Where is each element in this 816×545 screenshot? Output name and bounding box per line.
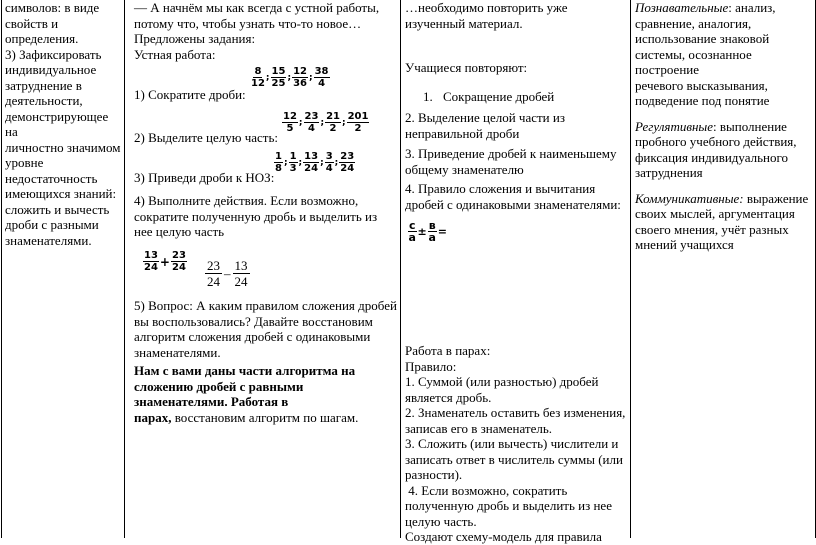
task5-line: 5) Вопрос: А каким правилом сложения дробей <box>134 298 397 313</box>
fraction: $\frac{21}{2}$ <box>326 111 340 134</box>
instruction-line: Нам с вами даны части алгоритма на <box>134 363 356 378</box>
cognitive-line: Познавательные: анализ, <box>635 0 776 15</box>
task4-expression: $\frac{13}{24}$ + $\frac{23}{24}$ <box>144 250 186 273</box>
cognitive-line: речевого высказывания, <box>635 77 768 93</box>
instruction-line: парах, восстановим алгоритм по шагам. <box>134 409 359 425</box>
item3-block <box>405 146 629 177</box>
fraction: $\frac{15}{25}$ <box>271 66 286 89</box>
communicative-line: своего мнения, учёт разных <box>635 221 789 237</box>
task1-label: 1) Сократите дроби: <box>134 87 246 102</box>
regulatory-line: затруднения <box>635 165 703 180</box>
goals-line: недостаточность <box>5 170 98 186</box>
top-line: …необходимо повторить уже <box>405 0 568 15</box>
item1-number: 1. <box>423 89 433 104</box>
pairs-line: полученную дробь и выделить из нее <box>405 498 612 513</box>
goals-line: свойств и <box>5 15 59 31</box>
fraction: $\frac{23}{4}$ <box>304 111 319 134</box>
intro-line: Предложены задания: <box>134 31 256 46</box>
fraction: $\frac{13}{24}$ <box>304 151 319 174</box>
top-block <box>405 0 629 31</box>
fraction: $\frac{12}{5}$ <box>283 111 297 134</box>
fraction: $\frac{8}{12}$ <box>251 66 265 89</box>
goals-line: личностно значимом <box>5 139 121 155</box>
task3-label: 3) Приведи дроби к НОЗ: <box>134 170 275 185</box>
pairs-line: Правило: <box>405 358 457 374</box>
fraction: $\frac{23}{24}$ <box>207 258 220 289</box>
spacer <box>635 109 815 119</box>
task2-fractions: $\frac{12}{5}$ ; $\frac{23}{4}$ ; $\frac{21}{2}$ ; $\frac{201}{2}$ <box>283 111 369 134</box>
column-divider-1 <box>124 0 125 538</box>
pairs-line: Работа в парах: <box>405 343 491 358</box>
regulatory-line: фиксация индивидуального <box>635 149 789 165</box>
item1-text: Сокращение дробей <box>443 89 555 104</box>
fraction: $\frac{13}{24}$ <box>234 258 248 289</box>
task3-fractions: $\frac{1}{8}$ ; $\frac{1}{3}$ ; $\frac{13}{24}$ ; $\frac{3}{4}$ ; $\frac{23}{24}$ <box>275 151 355 174</box>
uud-cell <box>635 0 815 253</box>
task4-line: сократите полученную дробь и выделить из <box>134 208 378 224</box>
fraction: $\frac{23}{24}$ <box>340 151 355 174</box>
communicative-line: мнений учащихся <box>635 237 734 252</box>
top-line: изученный материал. <box>405 15 523 31</box>
task4-line: 4) Выполните действия. Если возможно, <box>134 193 359 208</box>
pair-instruction-block <box>134 363 398 425</box>
intro-block <box>134 0 398 62</box>
pairs-line: записав его в знаменатель. <box>405 420 553 436</box>
cognitive-line: использование знаковой <box>635 31 770 46</box>
goals-line: уровне <box>5 155 44 170</box>
regulatory-label: Регулятивные <box>635 118 713 134</box>
regulatory-line: пробного учебного действия, <box>635 134 797 149</box>
column-divider-3 <box>630 0 631 538</box>
repeat-label: Учащиеся повторяют: <box>405 60 528 75</box>
task2-label: 2) Выделите целую часть: <box>134 130 278 145</box>
cognitive-line: системы, осознанное построение <box>635 46 752 77</box>
pairs-line: 4. Если возможно, сократить <box>405 482 568 498</box>
pairs-line: является дробь. <box>405 389 492 405</box>
pairs-line: 3. Сложить (или вычесть) числители и <box>405 436 619 451</box>
communicative-line: своих мыслей, аргументация <box>635 206 795 221</box>
goals-line: символов: в виде <box>5 0 100 15</box>
fraction: $\frac{1}{3}$ <box>289 151 297 174</box>
pairs-line: 1. Суммой (или разностью) дробей <box>405 374 599 389</box>
fraction: $\frac{13}{24}$ <box>144 250 158 273</box>
pairs-line: целую часть. <box>405 513 477 529</box>
pairs-line: разности). <box>405 467 463 482</box>
pairs-line: записать ответ в числитель суммы (или <box>405 451 623 467</box>
fraction: $\frac{12}{36}$ <box>293 66 307 89</box>
task4-line: нее целую часть <box>134 224 225 239</box>
goals-line: демонстрирующее на <box>5 108 109 139</box>
instruction-line: знаменателями. Работая в <box>134 394 289 409</box>
item4-line: дробей с одинаковыми знаменателями: <box>405 196 621 212</box>
task5-block <box>134 298 398 360</box>
task5-line: вы воспользовались? Давайте восстановим <box>134 313 373 329</box>
regulatory-line: Регулятивные: выполнение <box>635 118 787 134</box>
formula: $\frac{c}{a}$ ± $\frac{в}{a}$ = <box>408 219 447 244</box>
fraction: $\frac{3}{4}$ <box>325 151 333 174</box>
task5-line: алгоритм сложения дробей с одинаковыми <box>134 329 371 344</box>
cognitive-line: сравнение, аналогия, <box>635 15 752 31</box>
fraction: $\frac{c}{a}$ <box>408 219 416 244</box>
fraction: $\frac{38}{4}$ <box>314 66 329 89</box>
column-divider-2 <box>400 0 401 538</box>
fraction: $\frac{201}{2}$ <box>347 111 369 134</box>
communicative-line: Коммуникативные: выражение <box>635 190 809 206</box>
pairs-line: Создают схему-модель для правила <box>405 529 602 544</box>
goals-line: знаменателями. <box>5 232 92 248</box>
goals-line: дроби с разными <box>5 217 99 232</box>
fraction: $\frac{в}{a}$ <box>428 219 436 244</box>
spacer <box>635 181 815 191</box>
goals-line: сложить и вычесть <box>5 201 110 217</box>
communicative-label: Коммуникативные: <box>635 190 744 206</box>
intro-line: — А начнём мы как всегда с устной работы, <box>134 0 380 15</box>
fraction: $\frac{23}{24}$ <box>171 250 186 273</box>
item2-block <box>405 110 629 141</box>
goals-line: индивидуальное <box>5 62 97 77</box>
goals-cell <box>5 0 123 248</box>
goals-line: деятельности, <box>5 93 83 108</box>
fraction: $\frac{1}{8}$ <box>275 151 282 174</box>
item3-line: 3. Приведение дробей к наименьшему <box>405 146 617 161</box>
item2-line: 2. Выделение целой части из <box>405 110 565 125</box>
item3-line: общему знаменателю <box>405 161 524 177</box>
goals-line: 3) Зафиксировать <box>5 46 102 62</box>
item2-line: неправильной дроби <box>405 125 520 141</box>
instruction-line: сложению дробей с равными <box>134 378 304 394</box>
item4-line: 4. Правило сложения и вычитания <box>405 181 596 196</box>
goals-line: затруднение в <box>5 77 82 93</box>
pairs-block <box>405 343 629 545</box>
item4-block <box>405 181 629 212</box>
intro-line: Устная работа: <box>134 46 216 62</box>
pairs-line: 2. Знаменатель оставить без изменения, <box>405 405 626 420</box>
intro-line: потому что, чтобы узнать что-то новое… <box>134 15 362 31</box>
cognitive-label: Познавательные <box>635 0 729 15</box>
cognitive-line: подведение под понятие <box>635 93 770 108</box>
task1-fractions: $\frac{8}{12}$ ; $\frac{15}{25}$ ; $\frac{12}{36}$ ; $\frac{38}{4}$ <box>251 66 329 89</box>
goals-line: имеющихся знаний: <box>5 186 117 201</box>
table-border-left <box>1 0 2 538</box>
task4-alt-expression: $\frac{23}{24}$ – $\frac{13}{24}$ <box>207 258 248 289</box>
goals-line: определения. <box>5 31 79 46</box>
task4-block <box>134 193 398 240</box>
task5-line: знаменателями. <box>134 344 221 360</box>
